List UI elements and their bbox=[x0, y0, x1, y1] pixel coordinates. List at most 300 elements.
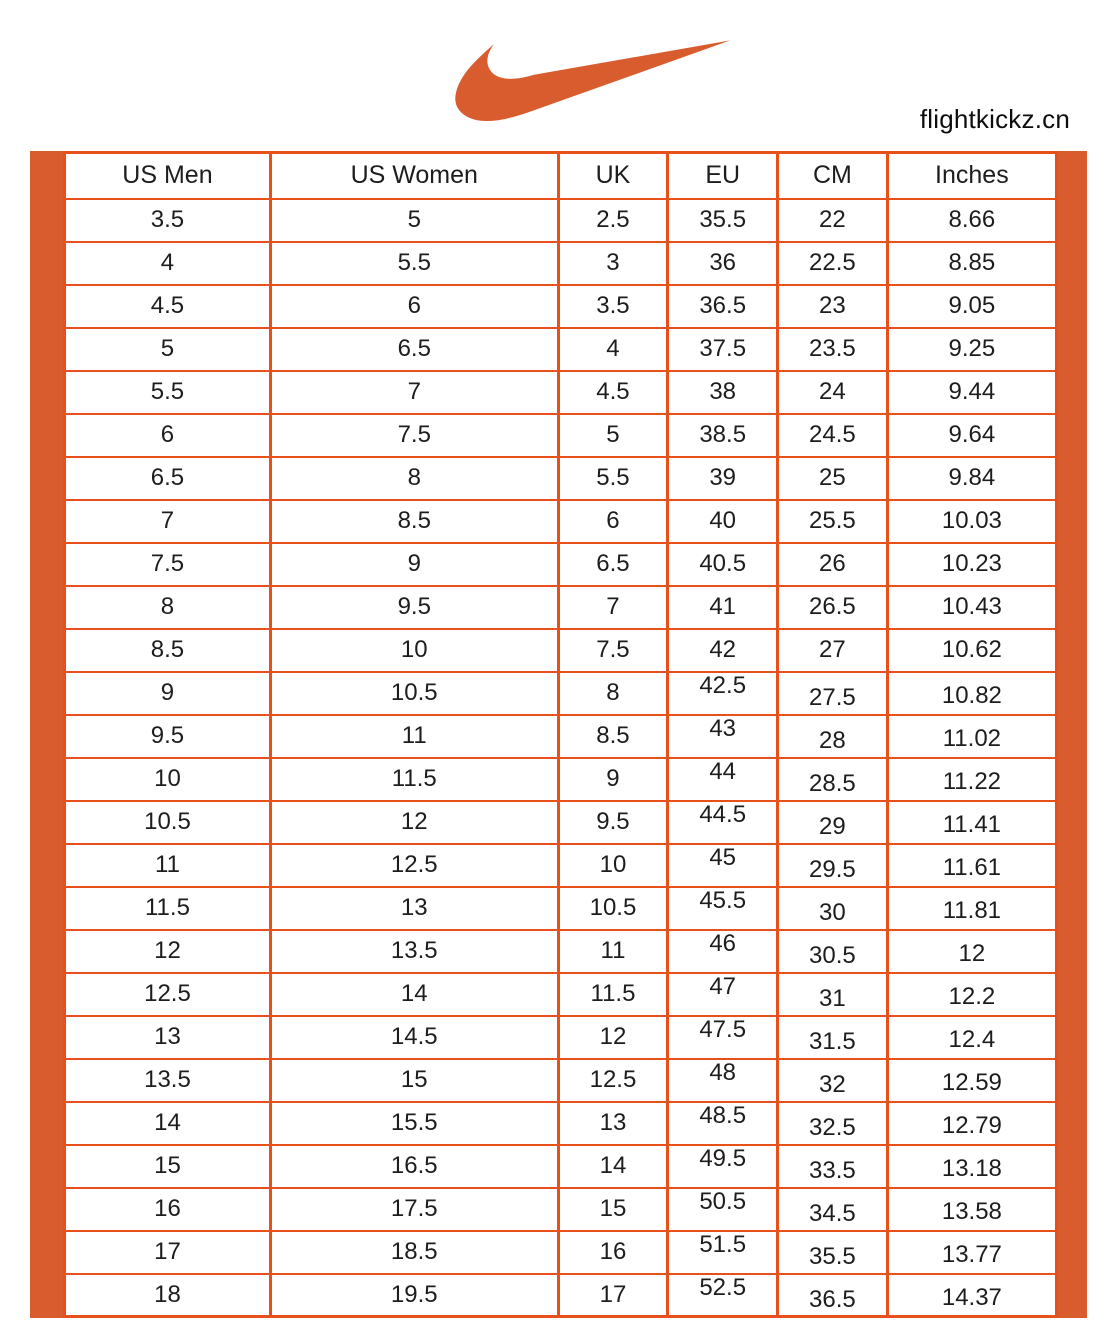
cell-uk bbox=[558, 543, 668, 586]
table-row bbox=[65, 328, 1057, 371]
table-row bbox=[65, 371, 1057, 414]
cell-value: 31 bbox=[819, 985, 846, 1012]
cell-value: 8 bbox=[160, 593, 175, 620]
cell-value: 13 bbox=[154, 1023, 181, 1050]
cell-value: 17.5 bbox=[390, 1195, 438, 1222]
cell-inches bbox=[887, 543, 1056, 586]
table-row bbox=[65, 199, 1057, 242]
cell-cm bbox=[778, 930, 888, 973]
cell-us-women bbox=[270, 672, 558, 715]
col-header-uk bbox=[558, 153, 668, 199]
cell-value: 13 bbox=[400, 894, 428, 921]
col-header-label: UK bbox=[595, 161, 631, 190]
cell-eu bbox=[668, 414, 778, 457]
cell-value: 14.37 bbox=[941, 1283, 1002, 1311]
cell-value: 15 bbox=[599, 1195, 627, 1222]
cell-cm bbox=[778, 500, 888, 543]
cell-uk bbox=[558, 1059, 668, 1102]
cell-us-women bbox=[270, 844, 558, 887]
cell-cm bbox=[778, 973, 888, 1016]
cell-uk bbox=[558, 371, 668, 414]
cell-value: 9.25 bbox=[948, 335, 996, 362]
cell-value: 3.5 bbox=[150, 206, 185, 233]
cell-inches bbox=[887, 586, 1056, 629]
cell-value: 14 bbox=[599, 1152, 627, 1179]
cell-eu bbox=[668, 586, 778, 629]
cell-inches bbox=[887, 414, 1056, 457]
site-label: flightkickz.cn bbox=[919, 104, 1070, 134]
cell-value: 9.5 bbox=[397, 593, 431, 620]
cell-cm bbox=[778, 328, 888, 371]
cell-us-women bbox=[270, 457, 558, 500]
cell-value: 19.5 bbox=[390, 1280, 438, 1308]
cell-us-men bbox=[65, 371, 271, 414]
cell-cm bbox=[778, 1059, 888, 1102]
cell-uk bbox=[558, 242, 668, 285]
cell-value: 10.62 bbox=[941, 636, 1002, 663]
cell-value: 7 bbox=[160, 507, 175, 534]
col-header-label: EU bbox=[705, 161, 741, 190]
cell-value: 28.5 bbox=[809, 770, 856, 797]
cell-value: 46 bbox=[709, 930, 737, 957]
table-row bbox=[65, 1102, 1057, 1145]
table-row bbox=[65, 887, 1057, 930]
cell-uk bbox=[558, 1102, 668, 1145]
cell-inches bbox=[887, 1059, 1056, 1102]
cell-value: 23 bbox=[819, 292, 846, 319]
cell-eu bbox=[668, 758, 778, 801]
cell-us-men bbox=[65, 1188, 271, 1231]
cell-eu bbox=[668, 1016, 778, 1059]
cell-value: 38 bbox=[709, 378, 737, 405]
cell-value: 16 bbox=[154, 1195, 181, 1222]
cell-value: 10.5 bbox=[589, 894, 637, 921]
col-header-label: Inches bbox=[935, 161, 1009, 190]
cell-us-women bbox=[270, 328, 558, 371]
cell-value: 30.5 bbox=[809, 942, 856, 969]
cell-value: 9.64 bbox=[948, 421, 996, 448]
cell-value: 36.5 bbox=[699, 292, 747, 319]
cell-value: 4 bbox=[606, 335, 620, 362]
cell-value: 16 bbox=[599, 1238, 627, 1265]
cell-value: 43 bbox=[709, 715, 737, 742]
cell-inches bbox=[887, 1188, 1056, 1231]
cell-eu bbox=[668, 543, 778, 586]
cell-value: 8.85 bbox=[948, 249, 996, 276]
cell-us-women bbox=[270, 586, 558, 629]
cell-us-women bbox=[270, 1102, 558, 1145]
cell-us-men bbox=[65, 328, 271, 371]
cell-value: 6 bbox=[160, 421, 175, 448]
col-header-us-women bbox=[270, 153, 558, 199]
cell-value: 10.5 bbox=[144, 808, 191, 835]
cell-eu bbox=[668, 1059, 778, 1102]
cell-us-men bbox=[65, 242, 271, 285]
cell-inches bbox=[887, 844, 1056, 887]
cell-uk bbox=[558, 1016, 668, 1059]
cell-value: 35.5 bbox=[699, 206, 747, 233]
cell-value: 45 bbox=[709, 844, 737, 871]
cell-value: 9 bbox=[160, 679, 175, 706]
cell-uk bbox=[558, 1145, 668, 1188]
cell-uk bbox=[558, 285, 668, 328]
cell-value: 14 bbox=[154, 1109, 181, 1136]
cell-cm bbox=[778, 844, 888, 887]
cell-us-women bbox=[270, 973, 558, 1016]
cell-value: 44.5 bbox=[699, 801, 747, 828]
cell-cm bbox=[778, 199, 888, 242]
cell-us-men bbox=[65, 285, 271, 328]
cell-value: 11.81 bbox=[942, 897, 1002, 924]
table-row bbox=[65, 629, 1057, 672]
cell-eu bbox=[668, 801, 778, 844]
cell-value: 27.5 bbox=[809, 684, 856, 711]
cell-value: 4 bbox=[160, 249, 175, 276]
cell-us-women bbox=[270, 930, 558, 973]
cell-cm bbox=[778, 629, 888, 672]
table-row bbox=[65, 1274, 1057, 1317]
cell-value: 6.5 bbox=[596, 550, 630, 577]
cell-value: 34.5 bbox=[809, 1200, 856, 1227]
cell-value: 9 bbox=[407, 550, 421, 577]
cell-value: 9.44 bbox=[948, 378, 996, 405]
cell-value: 11.41 bbox=[942, 811, 1002, 838]
cell-value: 25.5 bbox=[809, 507, 856, 534]
cell-us-men bbox=[65, 758, 271, 801]
cell-value: 12.2 bbox=[948, 983, 996, 1010]
table-row bbox=[65, 242, 1057, 285]
cell-inches bbox=[887, 930, 1056, 973]
cell-value: 2.5 bbox=[596, 206, 630, 233]
col-header-us-men bbox=[65, 153, 271, 199]
cell-inches bbox=[887, 457, 1056, 500]
cell-inches bbox=[887, 672, 1056, 715]
cell-value: 50.5 bbox=[699, 1188, 747, 1215]
table-row bbox=[65, 285, 1057, 328]
cell-inches bbox=[887, 199, 1056, 242]
cell-eu bbox=[668, 715, 778, 758]
cell-uk bbox=[558, 500, 668, 543]
cell-uk bbox=[558, 930, 668, 973]
cell-inches bbox=[887, 629, 1056, 672]
cell-us-men bbox=[65, 586, 271, 629]
cell-cm bbox=[778, 1274, 888, 1317]
left-accent-bar bbox=[30, 151, 63, 1318]
cell-us-men bbox=[65, 629, 271, 672]
cell-inches bbox=[887, 500, 1056, 543]
cell-us-women bbox=[270, 1016, 558, 1059]
cell-us-women bbox=[270, 758, 558, 801]
col-header-label: CM bbox=[812, 161, 852, 190]
cell-value: 10 bbox=[400, 636, 428, 663]
cell-value: 17 bbox=[599, 1280, 627, 1308]
cell-eu bbox=[668, 1145, 778, 1188]
col-header-inches bbox=[887, 153, 1056, 199]
cell-value: 36.5 bbox=[809, 1285, 856, 1313]
cell-value: 6 bbox=[606, 507, 620, 534]
table-row bbox=[65, 930, 1057, 973]
cell-inches bbox=[887, 973, 1056, 1016]
cell-us-men bbox=[65, 1274, 271, 1317]
cell-value: 23.5 bbox=[809, 335, 856, 362]
cell-eu bbox=[668, 930, 778, 973]
cell-value: 12 bbox=[599, 1023, 627, 1050]
cell-value: 7 bbox=[407, 378, 421, 405]
cell-value: 52.5 bbox=[699, 1273, 747, 1301]
cell-eu bbox=[668, 1274, 778, 1317]
cell-uk bbox=[558, 973, 668, 1016]
cell-us-women bbox=[270, 1145, 558, 1188]
cell-value: 12.4 bbox=[948, 1026, 996, 1053]
table-row bbox=[65, 758, 1057, 801]
cell-uk bbox=[558, 715, 668, 758]
cell-value: 27 bbox=[819, 636, 846, 663]
cell-value: 17 bbox=[154, 1238, 181, 1265]
cell-value: 47 bbox=[709, 973, 737, 1000]
table-row bbox=[65, 1145, 1057, 1188]
cell-uk bbox=[558, 887, 668, 930]
cell-eu bbox=[668, 844, 778, 887]
cell-us-men bbox=[65, 457, 271, 500]
table-row bbox=[65, 715, 1057, 758]
cell-cm bbox=[778, 242, 888, 285]
cell-value: 3.5 bbox=[596, 292, 630, 319]
cell-value: 12.59 bbox=[941, 1069, 1002, 1096]
cell-us-women bbox=[270, 371, 558, 414]
size-conversion-table bbox=[63, 151, 1058, 1318]
cell-value: 7 bbox=[606, 593, 620, 620]
cell-value: 7.5 bbox=[596, 636, 630, 663]
cell-inches bbox=[887, 1016, 1056, 1059]
table-row bbox=[65, 973, 1057, 1016]
cell-value: 8 bbox=[606, 679, 620, 706]
cell-eu bbox=[668, 199, 778, 242]
cell-inches bbox=[887, 887, 1056, 930]
cell-value: 28 bbox=[819, 727, 846, 754]
cell-uk bbox=[558, 414, 668, 457]
cell-uk bbox=[558, 758, 668, 801]
cell-inches bbox=[887, 1231, 1056, 1274]
cell-us-women bbox=[270, 1231, 558, 1274]
cell-value: 11 bbox=[401, 722, 427, 749]
cell-value: 11.02 bbox=[942, 725, 1002, 752]
cell-cm bbox=[778, 371, 888, 414]
cell-uk bbox=[558, 328, 668, 371]
cell-inches bbox=[887, 328, 1056, 371]
cell-value: 35.5 bbox=[809, 1243, 856, 1270]
size-chart bbox=[30, 151, 1087, 1318]
cell-value: 10.23 bbox=[941, 550, 1002, 577]
cell-cm bbox=[778, 457, 888, 500]
cell-us-men bbox=[65, 715, 271, 758]
col-header-label: US Women bbox=[350, 161, 478, 190]
cell-us-men bbox=[65, 801, 271, 844]
cell-value: 3 bbox=[606, 249, 620, 276]
cell-value: 12.79 bbox=[941, 1112, 1002, 1139]
cell-value: 39 bbox=[709, 464, 737, 491]
cell-eu bbox=[668, 629, 778, 672]
cell-eu bbox=[668, 887, 778, 930]
cell-cm bbox=[778, 586, 888, 629]
cell-us-women bbox=[270, 1274, 558, 1317]
nike-swoosh-path bbox=[455, 40, 730, 121]
cell-value: 5.5 bbox=[150, 378, 185, 405]
table-header-row bbox=[65, 153, 1057, 199]
cell-value: 12.5 bbox=[589, 1066, 637, 1093]
cell-uk bbox=[558, 1274, 668, 1317]
cell-value: 8.5 bbox=[150, 636, 185, 663]
cell-value: 49.5 bbox=[699, 1145, 747, 1172]
cell-us-men bbox=[65, 543, 271, 586]
cell-inches bbox=[887, 285, 1056, 328]
cell-inches bbox=[887, 1145, 1056, 1188]
table-body bbox=[65, 199, 1057, 1317]
cell-value: 7.5 bbox=[150, 550, 185, 577]
cell-cm bbox=[778, 715, 888, 758]
cell-value: 14.5 bbox=[390, 1023, 438, 1050]
cell-value: 22.5 bbox=[809, 249, 856, 276]
cell-us-men bbox=[65, 1145, 271, 1188]
cell-value: 15 bbox=[400, 1066, 428, 1093]
cell-value: 4.5 bbox=[596, 378, 630, 405]
cell-value: 26 bbox=[819, 550, 846, 577]
cell-uk bbox=[558, 457, 668, 500]
cell-value: 8.5 bbox=[397, 507, 431, 534]
cell-value: 8.5 bbox=[596, 722, 630, 749]
cell-value: 12 bbox=[400, 808, 428, 835]
cell-value: 33.5 bbox=[809, 1157, 856, 1184]
cell-value: 10.5 bbox=[390, 679, 438, 706]
cell-value: 9.05 bbox=[948, 292, 996, 319]
cell-us-men bbox=[65, 930, 271, 973]
cell-value: 45.5 bbox=[699, 887, 747, 914]
cell-value: 12 bbox=[958, 940, 986, 967]
col-header-label: US Men bbox=[122, 161, 213, 190]
cell-value: 13.5 bbox=[144, 1066, 191, 1093]
table-row bbox=[65, 586, 1057, 629]
cell-value: 6 bbox=[407, 292, 421, 319]
cell-value: 12.5 bbox=[390, 851, 438, 878]
cell-us-women bbox=[270, 500, 558, 543]
cell-value: 11 bbox=[600, 937, 626, 964]
cell-value: 40 bbox=[709, 507, 737, 534]
cell-uk bbox=[558, 629, 668, 672]
cell-uk bbox=[558, 586, 668, 629]
cell-us-women bbox=[270, 629, 558, 672]
cell-inches bbox=[887, 242, 1056, 285]
cell-inches bbox=[887, 1274, 1056, 1317]
cell-us-men bbox=[65, 1231, 271, 1274]
table-row bbox=[65, 1016, 1057, 1059]
cell-value: 26.5 bbox=[809, 593, 856, 620]
cell-value: 15 bbox=[154, 1152, 181, 1179]
cell-cm bbox=[778, 414, 888, 457]
cell-value: 24 bbox=[819, 378, 846, 405]
cell-value: 8 bbox=[407, 464, 421, 491]
cell-value: 8.66 bbox=[948, 206, 996, 233]
cell-value: 24.5 bbox=[809, 421, 856, 448]
cell-value: 41 bbox=[709, 593, 737, 620]
cell-value: 12.5 bbox=[144, 980, 191, 1007]
cell-value: 32 bbox=[819, 1071, 846, 1098]
cell-value: 29 bbox=[819, 813, 846, 840]
cell-eu bbox=[668, 1188, 778, 1231]
cell-us-men bbox=[65, 500, 271, 543]
cell-uk bbox=[558, 672, 668, 715]
cell-uk bbox=[558, 801, 668, 844]
table-row bbox=[65, 1231, 1057, 1274]
cell-value: 13.18 bbox=[941, 1155, 1002, 1182]
cell-value: 13.77 bbox=[941, 1241, 1002, 1268]
cell-uk bbox=[558, 199, 668, 242]
cell-us-men bbox=[65, 1102, 271, 1145]
cell-value: 44 bbox=[709, 758, 737, 785]
cell-value: 36 bbox=[709, 249, 737, 276]
cell-us-women bbox=[270, 887, 558, 930]
cell-value: 38.5 bbox=[699, 421, 747, 448]
cell-value: 11.5 bbox=[391, 765, 437, 792]
cell-us-women bbox=[270, 1059, 558, 1102]
cell-value: 16.5 bbox=[390, 1152, 438, 1179]
cell-value: 9.5 bbox=[596, 808, 630, 835]
cell-cm bbox=[778, 285, 888, 328]
cell-value: 7.5 bbox=[397, 421, 431, 448]
cell-value: 18 bbox=[154, 1280, 181, 1308]
cell-value: 14 bbox=[400, 980, 428, 1007]
table-row bbox=[65, 1059, 1057, 1102]
cell-us-women bbox=[270, 414, 558, 457]
cell-value: 32.5 bbox=[809, 1114, 856, 1141]
cell-value: 10.43 bbox=[941, 593, 1002, 620]
cell-us-men bbox=[65, 1059, 271, 1102]
cell-value: 12 bbox=[154, 937, 181, 964]
cell-value: 48.5 bbox=[699, 1102, 747, 1129]
cell-value: 18.5 bbox=[390, 1238, 438, 1265]
table-row bbox=[65, 500, 1057, 543]
table-row bbox=[65, 672, 1057, 715]
cell-cm bbox=[778, 543, 888, 586]
cell-value: 48 bbox=[709, 1059, 737, 1086]
cell-cm bbox=[778, 1188, 888, 1231]
cell-us-men bbox=[65, 672, 271, 715]
cell-cm bbox=[778, 1016, 888, 1059]
cell-uk bbox=[558, 844, 668, 887]
cell-eu bbox=[668, 1102, 778, 1145]
table-row bbox=[65, 457, 1057, 500]
cell-us-men bbox=[65, 887, 271, 930]
cell-eu bbox=[668, 285, 778, 328]
cell-value: 40.5 bbox=[699, 550, 747, 577]
cell-inches bbox=[887, 715, 1056, 758]
cell-value: 31.5 bbox=[809, 1028, 856, 1055]
cell-value: 11.22 bbox=[942, 768, 1002, 795]
cell-value: 51.5 bbox=[699, 1231, 747, 1258]
cell-value: 22 bbox=[819, 206, 846, 233]
table-row bbox=[65, 414, 1057, 457]
cell-value: 13.5 bbox=[390, 937, 438, 964]
cell-eu bbox=[668, 242, 778, 285]
cell-eu bbox=[668, 1231, 778, 1274]
cell-value: 9 bbox=[606, 765, 620, 792]
cell-inches bbox=[887, 371, 1056, 414]
cell-value: 4.5 bbox=[150, 292, 185, 319]
col-header-cm bbox=[778, 153, 888, 199]
cell-value: 5 bbox=[407, 206, 421, 233]
cell-cm bbox=[778, 801, 888, 844]
cell-value: 11.5 bbox=[590, 980, 636, 1007]
table-row bbox=[65, 844, 1057, 887]
cell-eu bbox=[668, 672, 778, 715]
